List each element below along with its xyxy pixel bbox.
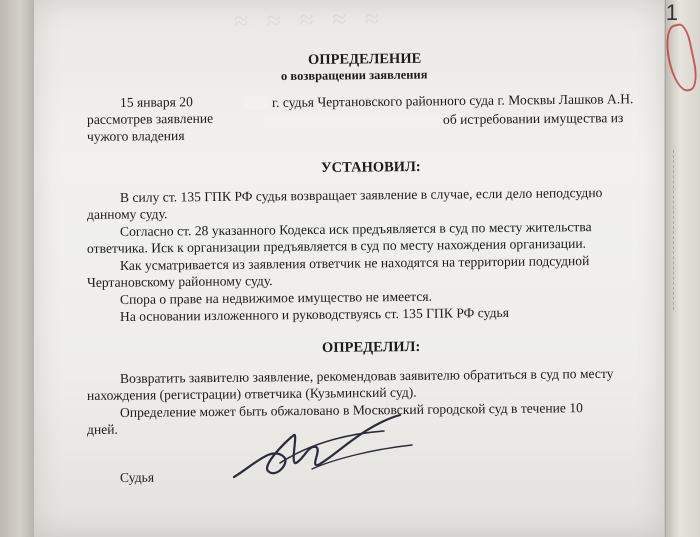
left-paper-edge	[0, 0, 35, 537]
section-ruled-title: ОПРЕДЕЛИЛ:	[321, 338, 421, 356]
document-sheet	[34, 0, 664, 537]
established-line: Спора о праве на недвижимое имущество не имеется.	[119, 288, 433, 307]
ruling-line: нахождения (регистрации) ответчика (Кузьминский суд).	[86, 384, 417, 403]
redaction	[244, 96, 268, 110]
ruling-line: дней.	[86, 421, 118, 437]
section-established-title: УСТАНОВИЛ:	[320, 158, 421, 176]
intro-date: 15 января 20	[119, 94, 193, 110]
established-line: Как усматривается из заявления ответчик не находятся на территории подсудной	[119, 253, 590, 273]
established-line: Чертановскому районному суду.	[86, 273, 273, 290]
intro-court: г. судья Чертановского районного суда г. Москвы Лашков А.Н.	[271, 91, 634, 110]
established-line: Согласно ст. 28 указанного Кодекса иск предъявляется в суд по месту жительства	[119, 219, 592, 239]
intro-claim: об истребовании имущества из	[442, 110, 624, 127]
page-number: 1	[665, 0, 678, 25]
established-line: На основании изложенного и руководствуясь ст. 135 ГПК РФ судья	[119, 304, 509, 324]
intro-considered: рассмотрев заявление	[86, 110, 214, 127]
right-paper-edge	[665, 0, 700, 537]
ruling-line: Определение может быть обжаловано в Московский городской суд в течение 10	[119, 400, 583, 420]
signature-label: Судья	[119, 469, 155, 485]
bleed-through-text: ≈ ≈ ≈ ≈ ≈	[233, 3, 386, 36]
red-ink-mark	[661, 22, 700, 94]
established-line: данному суду.	[86, 206, 168, 222]
established-line: ответчика. Иск к организации предъявляется в суд по месту нахождения организации.	[86, 235, 587, 256]
document-subtitle: о возвращении заявления	[280, 67, 428, 83]
judge-signature	[224, 405, 424, 485]
margin-scrawl	[673, 150, 690, 310]
document-title: ОПРЕДЕЛЕНИЕ	[307, 50, 422, 68]
ruling-line: Возвратить заявителю заявление, рекомендовав заявителю обратиться в суд по месту	[119, 365, 614, 386]
established-line: В силу ст. 135 ГПК РФ судья возвращает заявление в случае, если дело неподсудно	[119, 184, 603, 205]
intro-ownership: чужого владения	[86, 127, 185, 144]
